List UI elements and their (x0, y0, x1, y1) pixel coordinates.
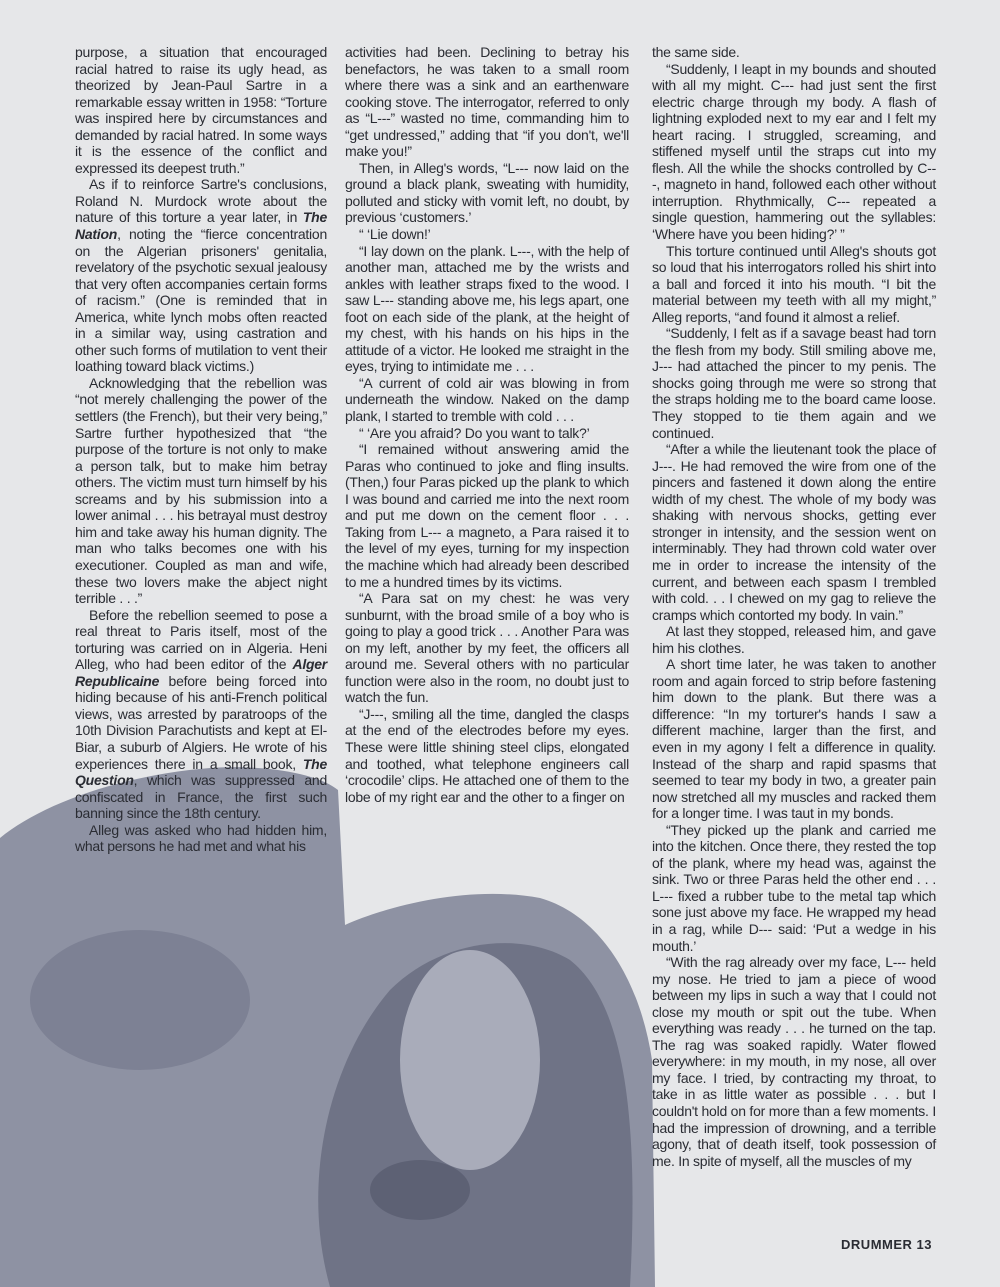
text-run: “With the rag already over my face, L--- held my nose. He tried to jam a piece of wood between my lips in such a way that I could not close my mouth or spit out the tube. When everything was ready . . . he turned on the tap. The rag was soaked rapidly. Water flowed everywhere: in my mouth, in my nose, all over my face. I tried, by contracting my throat, to take in as little water as possible . . . but I couldn't hold on for more than a few moments. I had the impression of drowning, and a terrible agony, that of death itself, took possession of me. In spite of myself, all the muscles of my (652, 954, 936, 1169)
text-run: A short time later, he was taken to another room and again forced to strip before fastening him down to the plank. But there was a difference: “In my torturer's hands I saw a different machine, larger than the first, and even in my agony I felt a difference in quality. Instead of the sharp and rapid spasms that seemed to tear my body in two, a greater pain now stretched all my muscles and racked them for a longer time. I was taut in my bonds. (652, 656, 936, 822)
illustration-highlight (400, 950, 540, 1170)
article-column-3 (652, 44, 936, 1169)
text-run: “Suddenly, I leapt in my bounds and shouted with all my might. C--- had just sent the first electric charge through my body. A flash of lightning exploded next to my ear and I felt my heart racing. I struggled, screaming, and stiffened myself until the straps cut into my flesh. All the while the shocks controlled by C---, magneto in hand, followed each other without interruption. Rhythmically, C--- repeated a single question, hammering out the syllables: ‘Where have you been hiding?’ ” (652, 60, 936, 243)
paragraph (345, 425, 629, 442)
paragraph (75, 44, 327, 176)
text-run: “A current of cold air was blowing in from underneath the window. Naked on the damp plank, I started to tremble with cold . . . (345, 374, 629, 425)
emphasized-title: Alger Republicaine (75, 656, 327, 689)
paragraph (345, 375, 629, 425)
page-folio: DRUMMER 13 (841, 1237, 932, 1252)
text-run: “They picked up the plank and carried me into the kitchen. Once there, they rested the top of the plank, where my head was, against the sink. Two or three Paras held the other end . . . L--- fixed a rubber tube to the metal tap which sone just above my face. He wrapped my head in a rag, while D--- said: ‘Put a wedge in his mouth.’ (652, 821, 936, 954)
text-run: , which was suppressed and confiscated in France, the first such banning since the 18th century. (75, 772, 327, 822)
paragraph (652, 243, 936, 326)
paragraph (345, 226, 629, 243)
paragraph (345, 160, 629, 226)
emphasized-title: The Question (75, 755, 327, 789)
paragraph (345, 441, 629, 590)
paragraph (75, 176, 327, 375)
paragraph (345, 243, 629, 375)
text-run: “ ‘Lie down!’ (359, 226, 431, 243)
paragraph (345, 590, 629, 706)
paragraph (652, 325, 936, 441)
text-run: Then, in Alleg's words, “L--- now laid on the ground a black plank, sweating with humidity, polluted and sticky with vomit left, no doubt, by previous ‘customers.’ (345, 159, 629, 226)
paragraph (652, 656, 936, 821)
text-run: “A Para sat on my chest: he was very sunburnt, with the broad smile of a boy who is going to play a good trick . . . Another Para was on my left, another by my feet, the officers all around me. Several others with no particular function were also in the room, no doubt just to watch the fun. (345, 590, 629, 706)
text-run: “After a while the lieutenant took the place of J---. He had removed the wire from one of the pincers and fastened it down along the entire width of my chest. The whole of my body was shaking with nervous shocks, getting ever stronger in intensity, and the session went on interminably. They had thrown cold water over me in order to increase the intensity of the current, and between each spasm I trembled with cold. . . I chewed on my gag to relieve the cramps which contorted my body. In vain.” (652, 441, 936, 623)
paragraph (345, 44, 629, 160)
text-run: Before the rebellion seemed to pose a real threat to Paris itself, most of the torturing was carried on in Algeria. Heni Alleg, who had been editor of the (75, 606, 327, 673)
text-run: “I lay down on the plank. L---, with the help of another man, attached me by the wrists and ankles with leather straps fixed to the wood. I saw L--- standing above me, his legs apart, one foot on each side of the plank, at the height of my chest, with his hands on his hips in the attitude of a victor. He looked me straight in the eyes, trying to intimidate me . . . (345, 242, 629, 375)
paragraph (345, 706, 629, 805)
paragraph (75, 607, 327, 822)
text-run: Acknowledging that the rebellion was “not merely challenging the power of the settlers (the French), but their very being,” Sartre further hypothesized that “the purpose of the torture is not only to make a person talk, but to make him betray others. The victim must turn himself by his screams and by his submission into a lower animal . . . his betrayal must destroy him and take away his human dignity. The man who talks becomes one with his executioner. Coupled as man and wife, these two lovers make the abject night terrible . . .” (75, 374, 327, 607)
article-column-2 (345, 44, 629, 805)
paragraph (652, 61, 936, 243)
paragraph (75, 375, 327, 607)
text-run: “ ‘Are you afraid? Do you want to talk?’ (359, 424, 590, 441)
text-run: At last they stopped, released him, and gave him his clothes. (652, 623, 936, 656)
paragraph (652, 441, 936, 623)
paragraph (652, 822, 936, 954)
text-run: “I remained without answering amid the Paras who continued to joke and fling insults. (Then,) four Paras picked up the plank to which I was bound and carried me into the next room and put me down on the cement floor . . . Taking from L--- a magneto, a Para raised it to the level of my eyes, turning for my inspection the machine which had already been described to me a hundred times by its victims. (345, 441, 629, 590)
text-run: Alleg was asked who had hidden him, what persons he had met and what his (75, 821, 327, 855)
text-run: “Suddenly, I felt as if a savage beast had torn the flesh from my body. Still smiling above me, J--- had attached the pincer to my penis. The shocks going through me were so strong that the straps holding me to the board came loose. They stopped to tie them again and we continued. (652, 325, 936, 441)
paragraph (652, 954, 936, 1169)
text-run: before being forced into hiding because of his anti-French political views, was arrested by paratroops of the 10th Division Parachutists and kept at El-Biar, a suburb of Algiers. He wrote of his experiences there in a small book, (75, 672, 327, 772)
text-run: This torture continued until Alleg's shouts got so loud that his interrogators rolled his shirt into a ball and forced it into his mouth. “I bit the material between my teeth with all my might,” Alleg reports, “and found it almost a relief. (652, 242, 936, 325)
emphasized-title: The Nation (75, 209, 327, 243)
paragraph (75, 822, 327, 855)
text-run: purpose, a situation that encouraged racial hatred to raise its ugly head, as theorized by Jean-Paul Sartre in a remarkable essay written in 1958: “Torture was inspired here by circumstances and demanded by racial hatred. In some ways it is the essence of the conflict and expressed its deepest truth.” (75, 44, 327, 176)
text-run: activities had been. Declining to betray his benefactors, he was taken to a small room where there was a sink and an earthenware cooking stove. The interrogator, referred to only as “L---” wasted no time, commanding him to “get undressed,” adding that “if you don't, we'll make you!” (345, 44, 629, 160)
paragraph (652, 44, 936, 61)
article-column-1 (75, 44, 327, 855)
text-run: “J---, smiling all the time, dangled the clasps at the end of the electrodes before my eyes. These were little shining steel clips, elongated and toothed, what telephone engineers call ‘crocodile’ clips. He attached one of them to the lobe of my right ear and the other to a finger on (345, 705, 629, 805)
text-run: the same side. (652, 44, 740, 60)
text-run: As if to reinforce Sartre's conclusions, Roland N. Murdock wrote about the nature of this torture a year later, in (75, 176, 327, 226)
paragraph (652, 623, 936, 656)
text-run: , noting the “fierce concentration on the Algerian prisoners' genitalia, revelatory of the psychotic sexual jealousy that very often accompanies certain forms of racism.” (One is reminded that in America, white lynch mobs often reacted in a similar way, using castration and other such forms of mutilation to vent their loathing toward black victims.) (75, 226, 327, 375)
